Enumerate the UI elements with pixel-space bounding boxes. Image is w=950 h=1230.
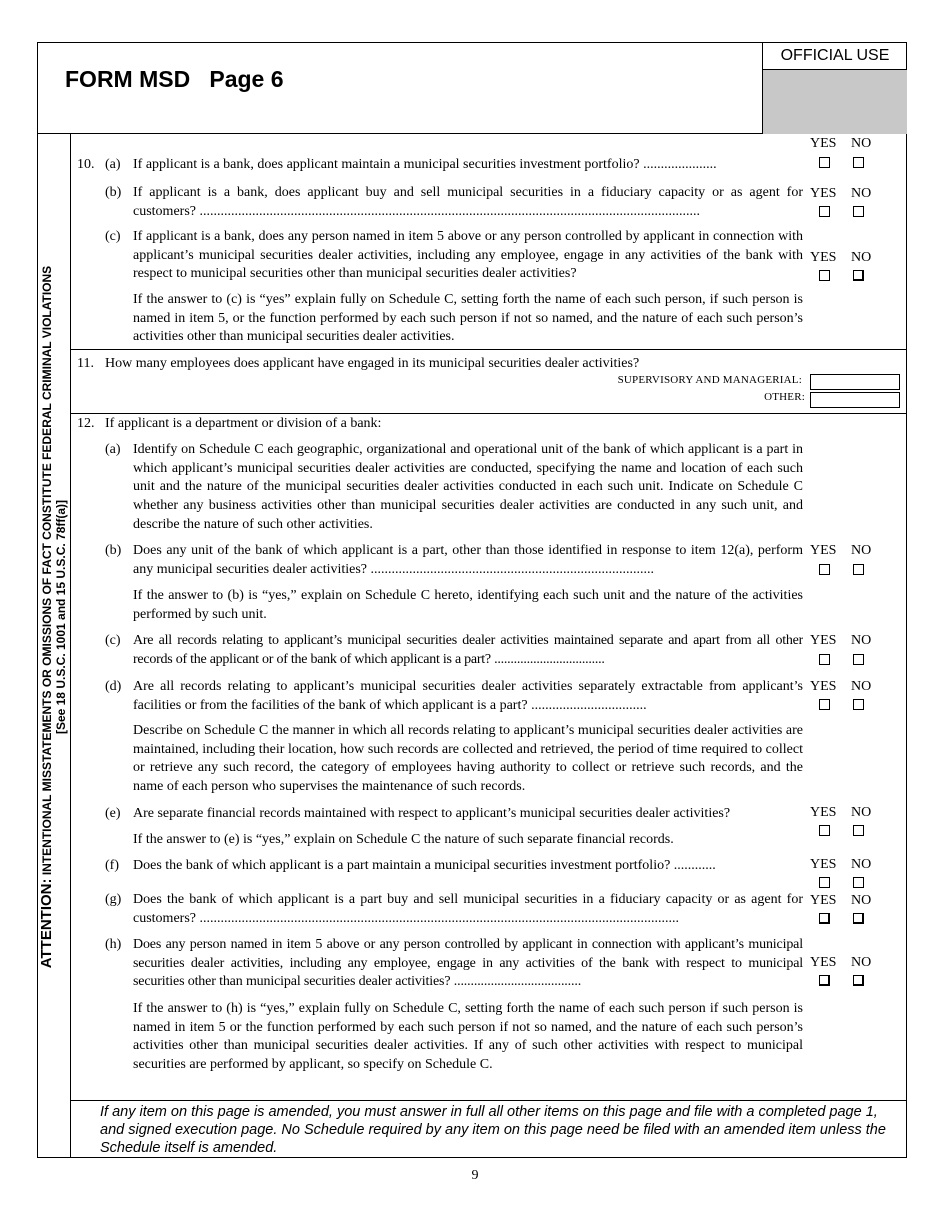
item12d-text: Are all records relating to applicant’s municipal securities dealer activities separately extractable from applicant’s facilities or from the facilities of the bank of which applicant is a part? ................................. xyxy=(133,679,803,713)
yes-label: YES xyxy=(810,955,837,970)
attention-label: ATTENTION: xyxy=(38,878,55,969)
item11-divider xyxy=(70,413,907,414)
item12d-note: Describe on Schedule C the manner in which all records relating to applicant’s municipal securities dealer activities are maintained, including their location, how such records are collected and retrieved, the period of time required to collect or retrieve any such record, the category of employees having authority to collect or retrieve such records, and the name of each person who supervises the maintenance of such records. xyxy=(133,723,803,795)
item12e-note: If the answer to (e) is “yes,” explain on Schedule C the nature of such separate financial records. xyxy=(133,832,674,847)
item12a-text: Identify on Schedule C each geographic, organizational and operational unit of the bank of which applicant is a part in which applicant’s municipal securities dealer activities are conducted, specifying the name and location of each such unit and the nature of the municipal securities dealer activities conducted in each such unit. Indicate on Schedule C whether any business activities other than municipal securities dealer activities are conducted in any such unit, and describe the nature of such other activities. xyxy=(133,442,803,532)
item10b-no-checkbox[interactable] xyxy=(853,206,864,217)
footer-divider xyxy=(70,1100,907,1101)
item12h-text: Does any person named in item 5 above or any person controlled by applicant in connection with applicant’s municipal securities dealer activities, including any employee, engage in any activities of the bank with respect to municipal securities other than municipal securities dealer activities? ...................................... xyxy=(133,937,803,990)
yes-label: YES xyxy=(810,186,837,201)
item10a-no-checkbox[interactable] xyxy=(853,157,864,168)
form-title: FORM MSD Page 6 xyxy=(65,66,284,92)
item12g-letter: (g) xyxy=(105,892,122,907)
yes-label: YES xyxy=(810,136,837,151)
item12-number: 12. xyxy=(77,416,95,431)
page-number: 9 xyxy=(471,1168,479,1183)
supervisory-count-field[interactable] xyxy=(810,374,900,390)
item12c-no-checkbox[interactable] xyxy=(853,654,864,665)
item12h-no-checkbox[interactable] xyxy=(853,975,864,986)
attention-text xyxy=(40,134,68,1100)
other-label: OTHER: xyxy=(764,391,805,403)
item12g-no-checkbox[interactable] xyxy=(853,913,864,924)
item12e-no-checkbox[interactable] xyxy=(853,825,864,836)
no-label: NO xyxy=(851,633,872,648)
item12g-text: Does the bank of which applicant is a part buy and sell municipal securities in a fiduciary capacity or as agent for customers? ......................................................................................................................................... xyxy=(133,892,803,926)
item12e-text: Are separate financial records maintained with respect to applicant’s municipal securities dealer activities? xyxy=(133,806,731,821)
official-use-label: OFFICIAL USE xyxy=(763,42,907,70)
item12c-yes-checkbox[interactable] xyxy=(819,654,830,665)
item10-number: 10. xyxy=(77,157,95,172)
item12c-text: Are all records relating to applicant’s municipal securities dealer activities maintained separate and apart from all other records of the applicant or of the bank of which applicant is a part? .................................. xyxy=(133,633,803,667)
attention-warning: INTENTIONAL MISSTATEMENTS OR OMISSIONS OF FACT CONSTITUTE FEDERAL CRIMINAL VIOLATIONS xyxy=(40,265,54,879)
item10a-yes-checkbox[interactable] xyxy=(819,157,830,168)
item10b-yes-checkbox[interactable] xyxy=(819,206,830,217)
no-label: NO xyxy=(851,893,872,908)
item12b-text: Does any unit of the bank of which applicant is a part, other than those identified in response to item 12(a), perform any municipal securities dealer activities? ................................................................................. xyxy=(133,543,803,577)
sidebar-divider xyxy=(70,133,71,1158)
no-label: NO xyxy=(851,805,872,820)
item10a-text: If applicant is a bank, does applicant maintain a municipal securities investment portfolio? ..................... xyxy=(133,157,717,172)
item10c-no-checkbox[interactable] xyxy=(853,270,864,281)
item10b-letter: (b) xyxy=(105,185,122,200)
item12a-letter: (a) xyxy=(105,442,121,457)
item12f-text: Does the bank of which applicant is a part maintain a municipal securities investment portfolio? ............ xyxy=(133,858,716,873)
no-label: NO xyxy=(851,250,872,265)
item12-text: If applicant is a department or division of a bank: xyxy=(105,416,382,431)
official-use-area xyxy=(763,70,907,134)
no-label: NO xyxy=(851,543,872,558)
item12g-yes-checkbox[interactable] xyxy=(819,913,830,924)
yes-label: YES xyxy=(810,679,837,694)
item10c-note: If the answer to (c) is “yes” explain fully on Schedule C, setting forth the name of each such person, if such person is named in item 5, or the function performed by each such person if not so named, and the nature of each such person’s activities other than municipal securities dealer activities. xyxy=(133,292,803,345)
yes-label: YES xyxy=(810,543,837,558)
no-label: NO xyxy=(851,136,872,151)
item10a-letter: (a) xyxy=(105,157,121,172)
other-count-field[interactable] xyxy=(810,392,900,408)
item10c-yes-checkbox[interactable] xyxy=(819,270,830,281)
yes-label: YES xyxy=(810,893,837,908)
supervisory-label: SUPERVISORY AND MANAGERIAL: xyxy=(617,374,802,386)
item12b-note: If the answer to (b) is “yes,” explain on Schedule C hereto, identifying each such unit and the nature of the activities performed by such unit. xyxy=(133,588,803,622)
no-label: NO xyxy=(851,679,872,694)
item12h-yes-checkbox[interactable] xyxy=(819,975,830,986)
item10c-text: If applicant is a bank, does any person named in item 5 above or any person controlled by applicant in connection with applicant’s municipal securities dealer activities, including any employee, engage in any activities of the bank with respect to municipal securities other than municipal securities dealer activities? xyxy=(133,229,803,282)
no-label: NO xyxy=(851,857,872,872)
yes-label: YES xyxy=(810,857,837,872)
yes-label: YES xyxy=(810,250,837,265)
no-label: NO xyxy=(851,955,872,970)
item11-number: 11. xyxy=(77,356,94,371)
item12f-yes-checkbox[interactable] xyxy=(819,877,830,888)
item12c-letter: (c) xyxy=(105,633,121,648)
item12e-yes-checkbox[interactable] xyxy=(819,825,830,836)
item10-divider xyxy=(70,349,907,350)
attention-citation: [See 18 U.S.C. 1001 and 15 U.S.C. 78ff(a)] xyxy=(54,499,68,735)
item12d-letter: (d) xyxy=(105,679,122,694)
no-label: NO xyxy=(851,186,872,201)
item10c-letter: (c) xyxy=(105,229,121,244)
item12d-yes-checkbox[interactable] xyxy=(819,699,830,710)
item12d-no-checkbox[interactable] xyxy=(853,699,864,710)
item12f-letter: (f) xyxy=(105,858,119,873)
item12b-letter: (b) xyxy=(105,543,122,558)
official-use-box xyxy=(762,42,907,134)
amendment-note: If any item on this page is amended, you must answer in full all other items on this page and file with a completed page 1, and signed execution page. No Schedule required by any item on this page need be filed with an amended item unless the Schedule itself is amended. xyxy=(100,1104,886,1156)
yes-label: YES xyxy=(810,633,837,648)
item12e-letter: (e) xyxy=(105,806,121,821)
item12b-yes-checkbox[interactable] xyxy=(819,564,830,575)
item12b-no-checkbox[interactable] xyxy=(853,564,864,575)
item12f-no-checkbox[interactable] xyxy=(853,877,864,888)
item11-text: How many employees does applicant have engaged in its municipal securities dealer activities? xyxy=(105,356,640,371)
item12h-letter: (h) xyxy=(105,937,122,952)
yes-label: YES xyxy=(810,805,837,820)
item12h-note: If the answer to (h) is “yes,” explain fully on Schedule C, setting forth the name of each such person if such person is named in item 5 or the function performed by each such person if not so named, and the nature of each such person’s activities other than municipal securities dealer activities. If any of such other activities with respect to municipal securities are performed by applicant, so specify on Schedule C. xyxy=(133,1001,803,1073)
attention-sidebar xyxy=(38,134,70,1100)
item10b-text: If applicant is a bank, does applicant buy and sell municipal securities in a fiduciary capacity or as agent for customers? ............................................................................................................................................... xyxy=(133,185,803,219)
